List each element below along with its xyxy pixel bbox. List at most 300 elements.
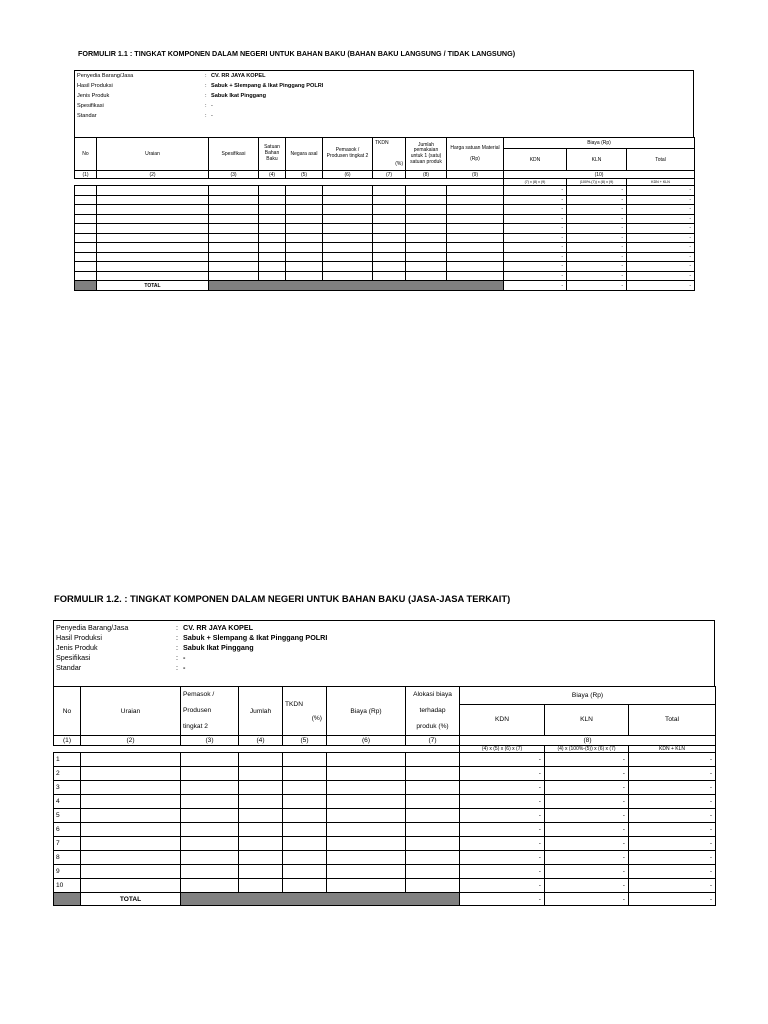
row-kdn: - — [460, 865, 545, 879]
table-row — [54, 809, 716, 823]
empty-cell — [259, 262, 286, 272]
empty-cell — [406, 837, 460, 851]
info-row-supplier: Penyedia Barang/Jasa : CV. RR JAYA KOPEL — [56, 623, 254, 632]
empty-cell — [81, 767, 181, 781]
empty-cell — [373, 186, 406, 196]
row-kln: - — [567, 243, 627, 253]
info-value: - — [183, 653, 186, 662]
col-number: (7) — [373, 171, 406, 179]
empty-cell — [259, 195, 286, 205]
empty-cell — [323, 271, 373, 281]
row-kln: - — [545, 823, 629, 837]
table-row — [54, 865, 716, 879]
col-number: (2) — [81, 736, 181, 746]
empty-cell — [239, 753, 283, 767]
row-kdn: - — [460, 823, 545, 837]
row-total: - — [629, 809, 716, 823]
empty-cell — [259, 186, 286, 196]
header-spesifikasi: Spesifikasi — [209, 138, 259, 171]
row-no: 7 — [54, 837, 81, 851]
empty-cell — [75, 205, 97, 215]
info-label: Penyedia Barang/Jasa — [56, 623, 129, 632]
row-total: - — [629, 865, 716, 879]
header-pemasok: Pemasok / Produsen tingkat 2 — [181, 687, 239, 736]
empty-cell — [81, 851, 181, 865]
row-no: 2 — [54, 767, 81, 781]
empty-cell — [259, 243, 286, 253]
row-total: - — [627, 224, 695, 234]
empty-cell — [373, 214, 406, 224]
row-kdn: - — [460, 795, 545, 809]
empty-cell — [75, 243, 97, 253]
empty-cell — [259, 224, 286, 234]
table-row — [54, 753, 716, 767]
empty-cell — [286, 195, 323, 205]
header-tkdn-label: TKDN — [285, 701, 303, 708]
empty-cell — [373, 243, 406, 253]
form-1-2-info-box — [53, 620, 715, 687]
empty-cell — [181, 809, 239, 823]
empty-cell — [373, 262, 406, 272]
row-kln: - — [545, 767, 629, 781]
empty-cell — [406, 186, 447, 196]
info-value: - — [211, 113, 213, 119]
empty-cell — [81, 865, 181, 879]
row-total: - — [627, 195, 695, 205]
info-label: Spesifikasi — [56, 653, 91, 662]
row-total: - — [627, 214, 695, 224]
empty-cell — [406, 205, 447, 215]
info-label: Jenis Produk — [56, 643, 98, 652]
table-row — [75, 262, 695, 272]
info-row-product-result: Hasil Produksi : Sabuk + Slempang & Ikat Pinggang POLRI — [56, 633, 328, 642]
empty-cell — [327, 781, 406, 795]
empty-cell — [181, 823, 239, 837]
header-harga-unit: (Rp) — [470, 155, 480, 162]
total-label: TOTAL — [81, 893, 181, 906]
empty-cell — [447, 252, 504, 262]
row-total: - — [629, 879, 716, 893]
empty-cell — [181, 795, 239, 809]
total-total: - — [629, 893, 716, 906]
empty-cell — [327, 865, 406, 879]
empty-cell — [259, 252, 286, 262]
empty-cell — [75, 233, 97, 243]
row-total: - — [627, 205, 695, 215]
total-kdn: - — [460, 893, 545, 906]
empty-cell — [181, 837, 239, 851]
form-1-1-table — [74, 137, 695, 291]
col-number: (3) — [181, 736, 239, 746]
table-row — [54, 767, 716, 781]
col-number: (3) — [209, 171, 259, 179]
empty-cell — [447, 262, 504, 272]
row-no: 9 — [54, 865, 81, 879]
empty-cell — [239, 837, 283, 851]
row-no: 3 — [54, 781, 81, 795]
col-number: (4) — [239, 736, 283, 746]
table-row — [75, 205, 695, 215]
total-kdn: - — [504, 281, 567, 291]
empty-cell — [327, 809, 406, 823]
form-1-1-title: FORMULIR 1.1 : TINGKAT KOMPONEN DALAM NEGERI UNTUK BAHAN BAKU (BAHAN BAKU LANGSUNG / TIDAK LANGSUNG) — [78, 49, 516, 58]
total-label: TOTAL — [97, 281, 209, 291]
row-kln: - — [545, 753, 629, 767]
row-kdn: - — [460, 809, 545, 823]
info-value: - — [211, 103, 213, 109]
empty-cell — [406, 214, 447, 224]
header-harga — [447, 138, 504, 171]
empty-cell — [406, 809, 460, 823]
empty-cell — [81, 809, 181, 823]
empty-cell — [406, 233, 447, 243]
row-no: 1 — [54, 753, 81, 767]
empty-cell — [283, 809, 327, 823]
empty-cell — [97, 252, 209, 262]
empty-cell — [373, 195, 406, 205]
total-kln: - — [567, 281, 627, 291]
empty-cell — [75, 224, 97, 234]
empty-cell — [181, 767, 239, 781]
empty-cell — [283, 865, 327, 879]
empty-cell — [97, 271, 209, 281]
col-number: (1) — [75, 171, 97, 179]
empty-cell — [406, 252, 447, 262]
empty-cell — [406, 767, 460, 781]
row-kln: - — [567, 271, 627, 281]
empty-cell — [406, 865, 460, 879]
row-total: - — [629, 781, 716, 795]
table-row — [54, 851, 716, 865]
empty-cell — [327, 879, 406, 893]
empty-cell — [286, 262, 323, 272]
header-no: No — [54, 687, 81, 736]
empty-cell — [447, 271, 504, 281]
empty-cell — [447, 205, 504, 215]
empty-cell — [323, 195, 373, 205]
header-kdn: KDN — [504, 149, 567, 171]
empty-cell — [209, 252, 259, 262]
header-biaya: Biaya (Rp) — [460, 687, 716, 705]
empty-cell — [97, 186, 209, 196]
empty-cell — [323, 214, 373, 224]
row-kln: - — [545, 851, 629, 865]
table-row — [75, 214, 695, 224]
row-kdn: - — [504, 186, 567, 196]
total-row — [75, 281, 695, 291]
table-row — [75, 271, 695, 281]
empty-cell — [323, 243, 373, 253]
table-row — [54, 795, 716, 809]
empty-cell — [97, 214, 209, 224]
col-number: (4) — [259, 171, 286, 179]
formula-kln: (4) x (100%-(5)) x (6) x (7) — [545, 746, 629, 753]
empty-cell — [286, 214, 323, 224]
empty-cell — [239, 781, 283, 795]
info-label: Standar — [77, 113, 97, 119]
header-total: Total — [627, 149, 695, 171]
row-kln: - — [567, 186, 627, 196]
table-row — [75, 186, 695, 196]
empty-cell — [286, 233, 323, 243]
row-total: - — [627, 243, 695, 253]
header-harga-label: Harga satuan Material — [450, 144, 500, 151]
empty-cell — [209, 205, 259, 215]
empty-cell — [373, 233, 406, 243]
row-total: - — [627, 262, 695, 272]
empty-cell — [97, 262, 209, 272]
row-kdn: - — [504, 195, 567, 205]
empty-cell — [259, 205, 286, 215]
row-kln: - — [545, 879, 629, 893]
empty-cell — [259, 233, 286, 243]
empty-cell — [181, 879, 239, 893]
empty-cell — [81, 795, 181, 809]
empty-cell — [327, 753, 406, 767]
total-total: - — [627, 281, 695, 291]
table-row — [75, 243, 695, 253]
empty-cell — [327, 767, 406, 781]
empty-cell — [373, 205, 406, 215]
table-row — [75, 252, 695, 262]
row-no: 8 — [54, 851, 81, 865]
empty-cell — [327, 851, 406, 865]
row-total: - — [627, 271, 695, 281]
header-total: Total — [629, 704, 716, 736]
row-kdn: - — [504, 233, 567, 243]
empty-cell — [181, 865, 239, 879]
info-label: Jenis Produk — [77, 93, 110, 99]
empty-cell — [373, 252, 406, 262]
empty-cell — [286, 271, 323, 281]
col-number: (6) — [327, 736, 406, 746]
table-row — [75, 233, 695, 243]
formula-total: KDN + KLN — [627, 179, 695, 186]
col-number: (8) — [460, 736, 716, 746]
empty-cell — [209, 243, 259, 253]
header-negara: Negara asal — [286, 138, 323, 171]
row-kdn: - — [504, 271, 567, 281]
row-kdn: - — [504, 252, 567, 262]
empty-cell — [323, 224, 373, 234]
empty-cell — [209, 186, 259, 196]
info-label: Standar — [56, 663, 82, 672]
empty-cell — [97, 224, 209, 234]
info-label: Hasil Produksi — [77, 83, 113, 89]
total-row — [54, 893, 716, 906]
row-kln: - — [567, 205, 627, 215]
formula-total: KDN + KLN — [629, 746, 716, 753]
form-1-2-title: FORMULIR 1.2. : TINGKAT KOMPONEN DALAM NEGERI UNTUK BAHAN BAKU (JASA-JASA TERKAIT) — [54, 593, 511, 604]
empty-cell — [286, 205, 323, 215]
empty-cell — [406, 851, 460, 865]
form-1-1-info-box — [74, 70, 694, 138]
row-kln: - — [545, 795, 629, 809]
empty-cell — [209, 214, 259, 224]
table-row — [54, 837, 716, 851]
table-row — [54, 879, 716, 893]
row-total: - — [629, 795, 716, 809]
info-row-product-type: Jenis Produk : Sabuk Ikat Pinggang — [77, 93, 267, 99]
info-row-specification: Spesifikasi : - — [56, 653, 186, 662]
empty-cell — [239, 851, 283, 865]
row-kln: - — [567, 252, 627, 262]
empty-cell — [283, 851, 327, 865]
total-kln: - — [545, 893, 629, 906]
empty-cell — [75, 195, 97, 205]
empty-cell — [283, 879, 327, 893]
col-number: (1) — [54, 736, 81, 746]
table-row — [54, 781, 716, 795]
row-kdn: - — [460, 837, 545, 851]
empty-cell — [323, 252, 373, 262]
info-row-standard: Standar : - — [56, 663, 186, 672]
header-tkdn-label: TKDN — [375, 140, 389, 146]
info-value: Sabuk + Slempang & Ikat Pinggang POLRI — [183, 633, 328, 642]
empty-cell — [239, 809, 283, 823]
empty-cell — [75, 214, 97, 224]
header-biaya-rp: Biaya (Rp) — [327, 687, 406, 736]
row-total: - — [629, 823, 716, 837]
row-kln: - — [567, 262, 627, 272]
empty-cell — [327, 795, 406, 809]
empty-cell — [75, 262, 97, 272]
empty-cell — [286, 224, 323, 234]
info-label: Penyedia Barang/Jasa — [77, 73, 134, 79]
empty-cell — [286, 252, 323, 262]
empty-cell — [323, 186, 373, 196]
row-kln: - — [567, 214, 627, 224]
empty-cell — [323, 205, 373, 215]
row-no: 10 — [54, 879, 81, 893]
empty-cell — [181, 781, 239, 795]
empty-cell — [209, 195, 259, 205]
row-total: - — [627, 252, 695, 262]
header-tkdn — [373, 138, 406, 171]
empty-cell — [259, 271, 286, 281]
empty-cell — [323, 262, 373, 272]
col-number: (5) — [283, 736, 327, 746]
empty-cell — [283, 781, 327, 795]
empty-cell — [406, 753, 460, 767]
empty-cell — [181, 851, 239, 865]
info-label: Hasil Produksi — [56, 633, 102, 642]
info-value: Sabuk Ikat Pinggang — [183, 643, 254, 652]
empty-cell — [323, 233, 373, 243]
info-label: Spesifikasi — [77, 103, 104, 109]
col-number: (5) — [286, 171, 323, 179]
empty-cell — [447, 186, 504, 196]
col-number: (6) — [323, 171, 373, 179]
header-tkdn-unit: (%) — [311, 715, 322, 722]
info-row-specification: Spesifikasi : - — [77, 103, 213, 109]
empty-cell — [81, 781, 181, 795]
col-number: (10) — [504, 171, 695, 179]
empty-cell — [447, 233, 504, 243]
empty-cell — [327, 823, 406, 837]
col-number: (2) — [97, 171, 209, 179]
header-kln: KLN — [545, 704, 629, 736]
empty-cell — [239, 879, 283, 893]
empty-cell — [406, 195, 447, 205]
header-no: No — [75, 138, 97, 171]
empty-cell — [406, 823, 460, 837]
empty-cell — [283, 767, 327, 781]
empty-cell — [373, 271, 406, 281]
header-jumlah: Jumlah pemakaian untuk 1 (satu) satuan produk — [406, 138, 447, 171]
empty-cell — [283, 753, 327, 767]
empty-cell — [283, 823, 327, 837]
info-value: Sabuk + Slempang & Ikat Pinggang POLRI — [211, 83, 324, 89]
empty-cell — [447, 243, 504, 253]
empty-cell — [447, 214, 504, 224]
row-total: - — [627, 233, 695, 243]
header-uraian: Uraian — [81, 687, 181, 736]
header-alokasi: Alokasi biaya terhadap produk (%) — [406, 687, 460, 736]
form-1-2 — [0, 580, 768, 910]
empty-cell — [75, 252, 97, 262]
header-tkdn — [283, 687, 327, 736]
empty-cell — [406, 795, 460, 809]
info-value: CV. RR JAYA KOPEL — [211, 73, 266, 79]
row-kln: - — [567, 224, 627, 234]
col-number: (9) — [447, 171, 504, 179]
col-number: (7) — [406, 736, 460, 746]
row-total: - — [629, 767, 716, 781]
formula-kln: (100%-(7)) x (8) x (9) — [567, 179, 627, 186]
formula-kdn: (7) x (8) x (9) — [504, 179, 567, 186]
empty-cell — [75, 186, 97, 196]
empty-cell — [406, 262, 447, 272]
row-kdn: - — [504, 214, 567, 224]
header-jumlah: Jumlah — [239, 687, 283, 736]
empty-cell — [239, 767, 283, 781]
empty-cell — [447, 224, 504, 234]
formula-kdn: (4) x (5) x (6) x (7) — [460, 746, 545, 753]
row-total: - — [629, 837, 716, 851]
empty-cell — [406, 781, 460, 795]
empty-cell — [406, 271, 447, 281]
row-kdn: - — [460, 851, 545, 865]
row-total: - — [629, 753, 716, 767]
header-kln: KLN — [567, 149, 627, 171]
info-row-product-result: Hasil Produksi : Sabuk + Slempang & Ikat Pinggang POLRI — [77, 83, 324, 89]
row-kln: - — [545, 865, 629, 879]
empty-cell — [239, 795, 283, 809]
row-kdn: - — [504, 243, 567, 253]
empty-cell — [259, 214, 286, 224]
header-uraian: Uraian — [97, 138, 209, 171]
empty-cell — [327, 837, 406, 851]
info-row-product-type: Jenis Produk : Sabuk Ikat Pinggang — [56, 643, 254, 652]
empty-cell — [447, 195, 504, 205]
header-tkdn-unit: (%) — [395, 161, 403, 167]
empty-cell — [406, 879, 460, 893]
header-biaya: Biaya (Rp) — [504, 138, 695, 149]
info-row-supplier: Penyedia Barang/Jasa : CV. RR JAYA KOPEL — [77, 73, 266, 79]
empty-cell — [239, 823, 283, 837]
header-pemasok: Pemasok / Produsen tingkat 2 — [323, 138, 373, 171]
empty-cell — [239, 865, 283, 879]
table-row — [75, 224, 695, 234]
empty-cell — [97, 243, 209, 253]
empty-cell — [209, 271, 259, 281]
empty-cell — [75, 271, 97, 281]
col-number: (8) — [406, 171, 447, 179]
row-no: 4 — [54, 795, 81, 809]
empty-cell — [286, 243, 323, 253]
empty-cell — [283, 795, 327, 809]
